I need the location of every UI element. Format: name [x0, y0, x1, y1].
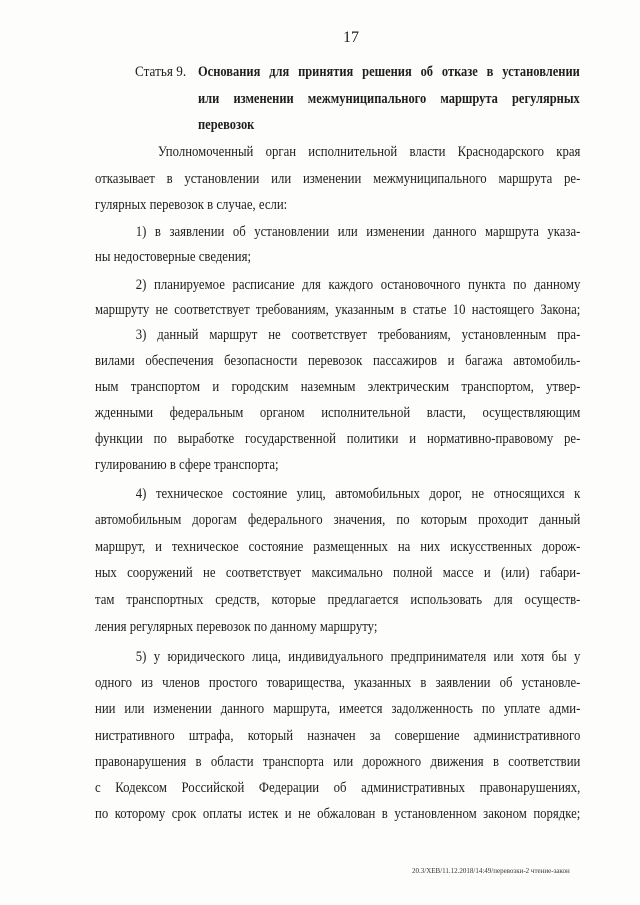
paragraph-line: ным транспортом и городским наземным электрическим транспортом, утвер-: [95, 379, 581, 395]
intro-paragraph: [95, 139, 580, 219]
article-title-line: Основания для принятия решения об отказе в установлении: [198, 64, 580, 80]
paragraph-line: 3) данный маршрут не соответствует требованиям, установленным пра-: [135, 327, 581, 343]
article-title-line: перевозок: [198, 117, 255, 133]
paragraph-line: гулярных перевозок в случае, если:: [95, 197, 288, 213]
article-title: [198, 59, 580, 139]
paragraph-line: нии или изменении данного маршрута, имеется задолженность по уплате адми-: [95, 701, 581, 718]
paragraph-line: с Кодексом Российской Федерации об административных правонарушениях,: [95, 779, 581, 796]
paragraph-line: ны недостоверные сведения;: [95, 248, 252, 265]
paragraph-line: ления регулярных перевозок по данному маршруту;: [95, 618, 378, 635]
paragraph-line: маршрут, и техническое состояние размещенных на них искусственных дорож-: [95, 538, 581, 555]
paragraph-line: 5) у юридического лица, индивидуального предпринимателя или хотя бы у: [135, 649, 581, 665]
paragraph-line: правонарушения в области транспорта или дорожного движения в соответствии: [95, 753, 581, 770]
paragraph-line: нистративного штрафа, который назначен за совершение административного: [95, 727, 581, 744]
paragraph-line: отказывает в установлении или изменении межмуниципального маршрута ре-: [95, 170, 581, 187]
paragraph-line: функции по выработке государственной политики и нормативно-правовому ре-: [95, 431, 581, 447]
item-1-paragraph: [95, 220, 580, 270]
paragraph-line: 1) в заявлении об установлении или изменении данного маршрута указа-: [135, 223, 581, 240]
paragraph-line: Уполномоченный орган исполнительной власти Краснодарского края: [157, 144, 581, 160]
item-3-paragraph: [95, 322, 580, 478]
paragraph-line: по которому срок оплаты истек и не обжалован в установленном законом порядке;: [95, 806, 581, 823]
paragraph-line: автомобильным дорогам федерального значения, по которым проходит данный: [95, 512, 581, 529]
paragraph-line: 4) техническое состояние улиц, автомобильных дорог, не относящихся к: [135, 485, 581, 502]
paragraph-line: жденными федеральным органом исполнительной власти, осуществляющим: [95, 405, 581, 421]
paragraph-line: ных сооружений не соответствует максимально полной массе и (или) габари-: [95, 565, 581, 582]
paragraph-line: вилами обеспечения безопасности перевозок пассажиров и багажа автомобиль-: [95, 353, 581, 369]
paragraph-line: одного из членов простого товарищества, указанных в заявлении об установле-: [95, 675, 581, 692]
page-number: 17: [343, 29, 359, 46]
article-label: Статья 9.: [135, 64, 187, 80]
item-5-paragraph: [95, 644, 580, 827]
paragraph-line: гулированию в сфере транспорта;: [95, 457, 279, 473]
paragraph-line: там транспортных средств, которые предлагается использовать для осуществ-: [95, 592, 581, 609]
item-2-paragraph: [95, 273, 580, 322]
paragraph-line: маршруту не соответствует требованиям, указанным в статье 10 настоящего Закона;: [95, 301, 581, 318]
footer-stamp: 20.3/ХЕВ/11.12.2018/14:49/перевозки-2 чтение-закон: [412, 867, 570, 875]
item-4-paragraph: [95, 481, 580, 641]
article-title-line: или изменении межмуниципального маршрута регулярных: [198, 90, 580, 107]
paragraph-line: 2) планируемое расписание для каждого остановочного пункта по данному: [135, 277, 581, 293]
